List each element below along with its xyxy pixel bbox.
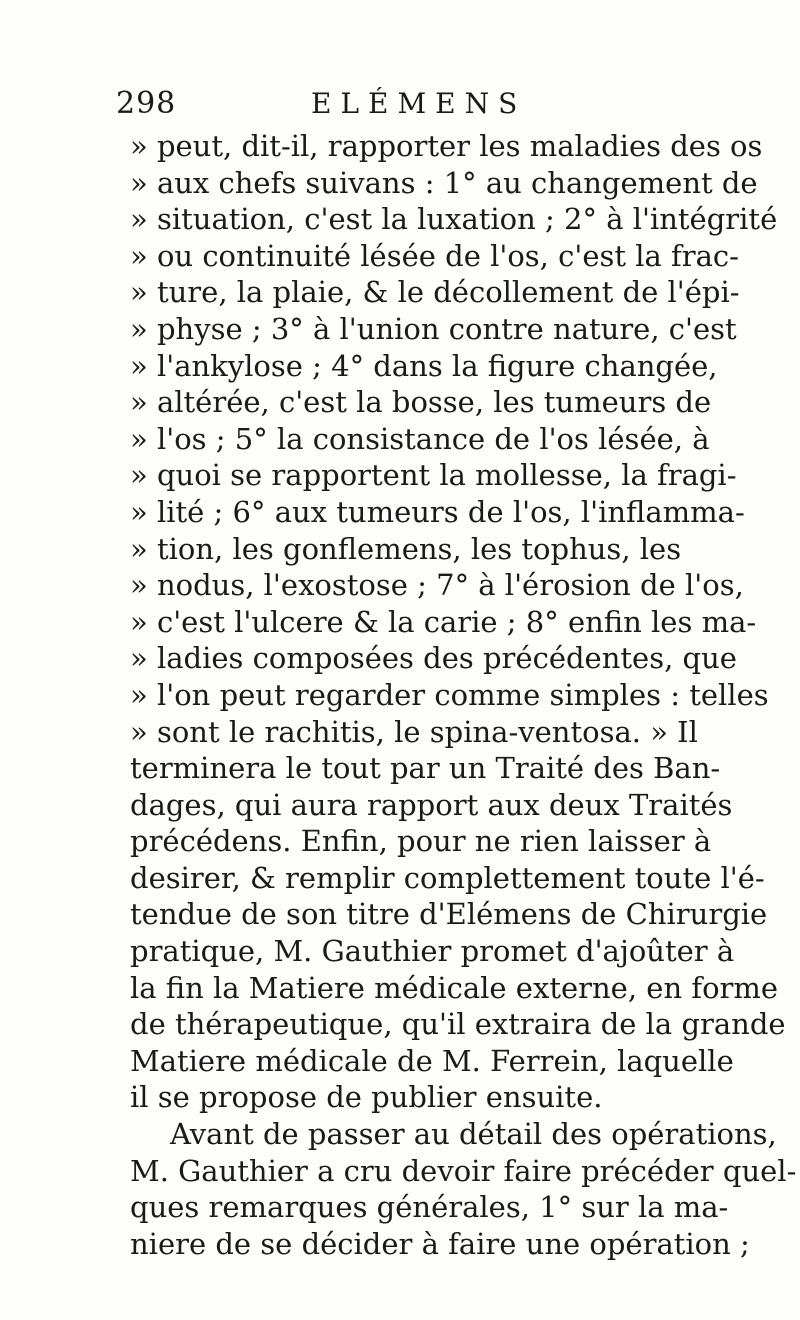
text-line-11: » lité ; 6° aux tumeurs de l'os, l'inflamma-: [130, 494, 745, 529]
text-line-9: » l'os ; 5° la consistance de l'os lésée, à: [130, 421, 710, 456]
text-line-14: » c'est l'ulcere & la carie ; 8° enfin les ma-: [130, 604, 757, 639]
text-line-21: desirer, & remplir complettement toute l'é-: [130, 860, 765, 895]
text-line-12: » tion, les gonflemens, les tophus, les: [130, 531, 682, 566]
body-text: [130, 128, 797, 1262]
text-line-27: il se propose de publier ensuite.: [130, 1080, 603, 1115]
text-line-17: » sont le rachitis, le spina-ventosa. » Il: [130, 714, 698, 749]
running-title: ELÉMENS: [311, 87, 527, 120]
text-line-5: » ture, la plaie, & le décollement de l'épi-: [130, 275, 740, 310]
text-line-16: » l'on peut regarder comme simples : telles: [130, 677, 769, 712]
text-line-2: » aux chefs suivans : 1° au changement de: [130, 165, 758, 200]
page-number: 298: [116, 86, 177, 121]
text-line-10: » quoi se rapportent la mollesse, la fragi-: [130, 458, 737, 493]
text-line-30: ques remarques générales, 1° sur la ma-: [130, 1190, 729, 1225]
text-line-1: » peut, dit-il, rapporter les maladies des os: [130, 129, 763, 163]
text-line-7: » l'ankylose ; 4° dans la figure changée,: [130, 348, 718, 383]
text-line-8: » altérée, c'est la bosse, les tumeurs de: [130, 385, 712, 420]
text-line-4: » ou continuité lésée de l'os, c'est la frac-: [130, 238, 739, 273]
text-line-13: » nodus, l'exostose ; 7° à l'érosion de l'os,: [130, 568, 744, 603]
text-line-24: la fin la Matiere médicale externe, en forme: [130, 970, 779, 1005]
text-line-15: » ladies composées des précédentes, que: [130, 641, 737, 676]
text-line-19: dages, qui aura rapport aux deux Traités: [130, 787, 733, 822]
text-line-28: Avant de passer au détail des opérations,: [170, 1117, 777, 1152]
text-line-6: » physe ; 3° à l'union contre nature, c'est: [130, 311, 737, 346]
page-header: [116, 84, 676, 128]
text-line-3: » situation, c'est la luxation ; 2° à l'intégrité: [130, 202, 778, 237]
text-line-31: niere de se décider à faire une opération ;: [130, 1226, 750, 1261]
text-line-29: M. Gauthier a cru devoir faire précéder quel-: [130, 1153, 797, 1188]
text-line-23: pratique, M. Gauthier promet d'ajoûter à: [130, 934, 735, 969]
text-line-25: de thérapeutique, qu'il extraira de la grande: [130, 1007, 786, 1042]
text-line-22: tendue de son titre d'Elémens de Chirurgie: [130, 897, 768, 932]
text-line-18: terminera le tout par un Traité des Ban-: [130, 751, 721, 786]
text-line-20: précédens. Enfin, pour ne rien laisser à: [130, 824, 712, 859]
text-line-26: Matiere médicale de M. Ferrein, laquelle: [130, 1043, 734, 1078]
